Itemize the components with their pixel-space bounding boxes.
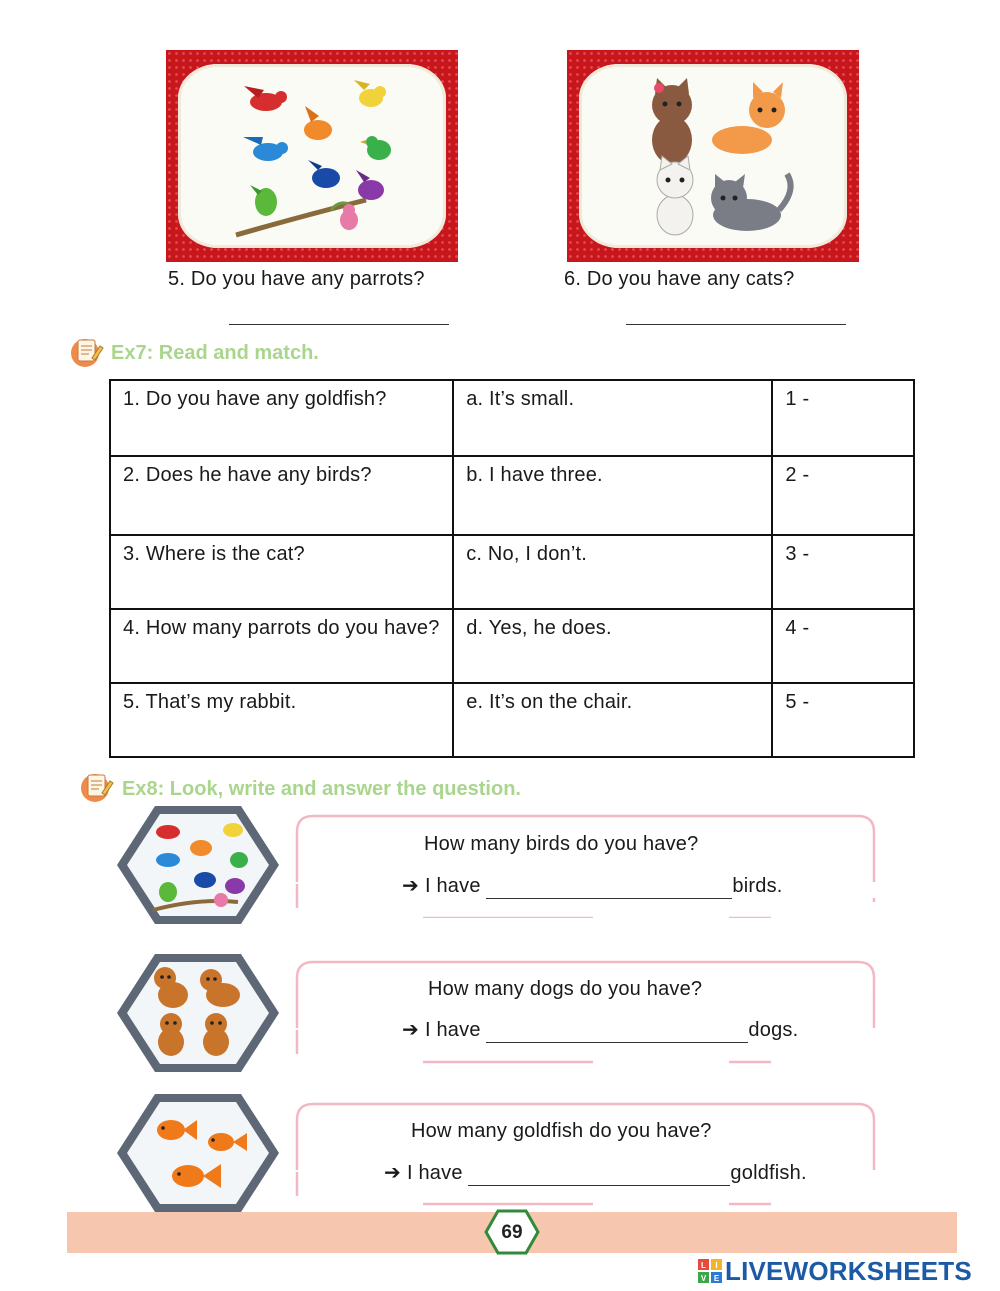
ex8-heading: Ex8: Look, write and answer the question. bbox=[122, 778, 521, 800]
bubble-outline bbox=[293, 812, 878, 918]
match-question: 5. That’s my rabbit. bbox=[110, 683, 453, 757]
answer-blank-5[interactable] bbox=[229, 324, 449, 325]
match-answer: b. I have three. bbox=[453, 456, 772, 535]
svg-text:I: I bbox=[715, 1261, 718, 1270]
cat-brown bbox=[652, 78, 692, 164]
cat-orange bbox=[712, 82, 785, 154]
svg-text:V: V bbox=[700, 1274, 707, 1283]
speech-bubble bbox=[293, 812, 878, 918]
arrow-right-icon: ➔ bbox=[402, 1019, 419, 1041]
birds-illustration bbox=[166, 50, 458, 262]
answer-blank-dogs[interactable] bbox=[486, 1019, 748, 1043]
cats-illustration bbox=[567, 50, 859, 262]
match-key-cell[interactable]: 5 - bbox=[772, 683, 914, 757]
ex8-answer-dogs bbox=[402, 1017, 798, 1043]
match-key-cell[interactable]: 1 - bbox=[772, 380, 914, 456]
liveworksheets-wordmark: LIVEWORKSHEETS bbox=[725, 1255, 972, 1286]
answer-blank-birds[interactable] bbox=[486, 875, 732, 899]
svg-text:E: E bbox=[713, 1274, 720, 1283]
bird-blue bbox=[243, 137, 288, 161]
table-row bbox=[110, 609, 914, 683]
table-row bbox=[110, 380, 914, 456]
ex8-answer-goldfish bbox=[384, 1160, 807, 1186]
ex7-heading: Ex7: Read and match. bbox=[111, 342, 319, 364]
answer-prefix: I have bbox=[424, 875, 481, 897]
match-table bbox=[109, 379, 915, 758]
bird-orange bbox=[304, 106, 332, 140]
match-answer: e. It’s on the chair. bbox=[453, 683, 772, 757]
ex8-question-dogs: How many dogs do you have? bbox=[428, 978, 703, 1000]
table-row bbox=[110, 456, 914, 535]
ex8-answer-birds bbox=[402, 873, 783, 899]
bubble-outline bbox=[293, 1100, 878, 1206]
svg-text:L: L bbox=[701, 1261, 706, 1270]
ex8-question-goldfish: How many goldfish do you have? bbox=[411, 1120, 712, 1142]
match-question: 4. How many parrots do you have? bbox=[110, 609, 453, 683]
liveworksheets-logo[interactable] bbox=[697, 1256, 972, 1286]
answer-prefix: I have bbox=[424, 1019, 481, 1041]
answer-suffix: dogs. bbox=[748, 1019, 799, 1041]
answer-suffix: goldfish. bbox=[730, 1162, 807, 1184]
cat-white bbox=[657, 156, 693, 235]
notepad-icon bbox=[80, 769, 114, 803]
question-6-caption: 6. Do you have any cats? bbox=[564, 268, 795, 290]
match-question: 3. Where is the cat? bbox=[110, 535, 453, 609]
bird-green-small bbox=[250, 185, 277, 216]
match-question: 1. Do you have any goldfish? bbox=[110, 380, 453, 456]
bird-dark-blue bbox=[308, 160, 340, 188]
parrots-picture bbox=[166, 50, 458, 262]
answer-suffix: birds. bbox=[732, 875, 783, 897]
match-key-cell[interactable]: 3 - bbox=[772, 535, 914, 609]
match-answer: a. It’s small. bbox=[453, 380, 772, 456]
arrow-right-icon: ➔ bbox=[402, 875, 419, 897]
goldfish-hexagon-picture bbox=[113, 1090, 283, 1216]
match-answer: d. Yes, he does. bbox=[453, 609, 772, 683]
table-row bbox=[110, 683, 914, 757]
page-number: 69 bbox=[501, 1222, 523, 1243]
match-question: 2. Does he have any birds? bbox=[110, 456, 453, 535]
arrow-right-icon: ➔ bbox=[384, 1162, 401, 1184]
cat-grey bbox=[711, 174, 791, 231]
dogs-hexagon-picture bbox=[113, 950, 283, 1076]
question-5-caption: 5. Do you have any parrots? bbox=[168, 268, 425, 290]
match-key-cell[interactable]: 2 - bbox=[772, 456, 914, 535]
answer-prefix: I have bbox=[406, 1162, 463, 1184]
ex8-question-birds: How many birds do you have? bbox=[424, 833, 699, 855]
match-answer: c. No, I don’t. bbox=[453, 535, 772, 609]
speech-bubble bbox=[293, 958, 878, 1064]
speech-bubble bbox=[293, 1100, 878, 1206]
birds-hexagon-picture bbox=[113, 802, 283, 928]
table-row bbox=[110, 535, 914, 609]
notepad-icon bbox=[70, 334, 104, 368]
answer-blank-goldfish[interactable] bbox=[468, 1162, 730, 1186]
bird-yellow bbox=[354, 80, 386, 107]
bird-red bbox=[244, 86, 287, 111]
bird-purple bbox=[356, 170, 384, 200]
answer-blank-6[interactable] bbox=[626, 324, 846, 325]
bubble-outline bbox=[293, 958, 878, 1064]
cats-picture bbox=[567, 50, 859, 262]
liveworksheets-blocks-icon bbox=[697, 1258, 723, 1284]
bird-green bbox=[360, 136, 391, 160]
match-key-cell[interactable]: 4 - bbox=[772, 609, 914, 683]
